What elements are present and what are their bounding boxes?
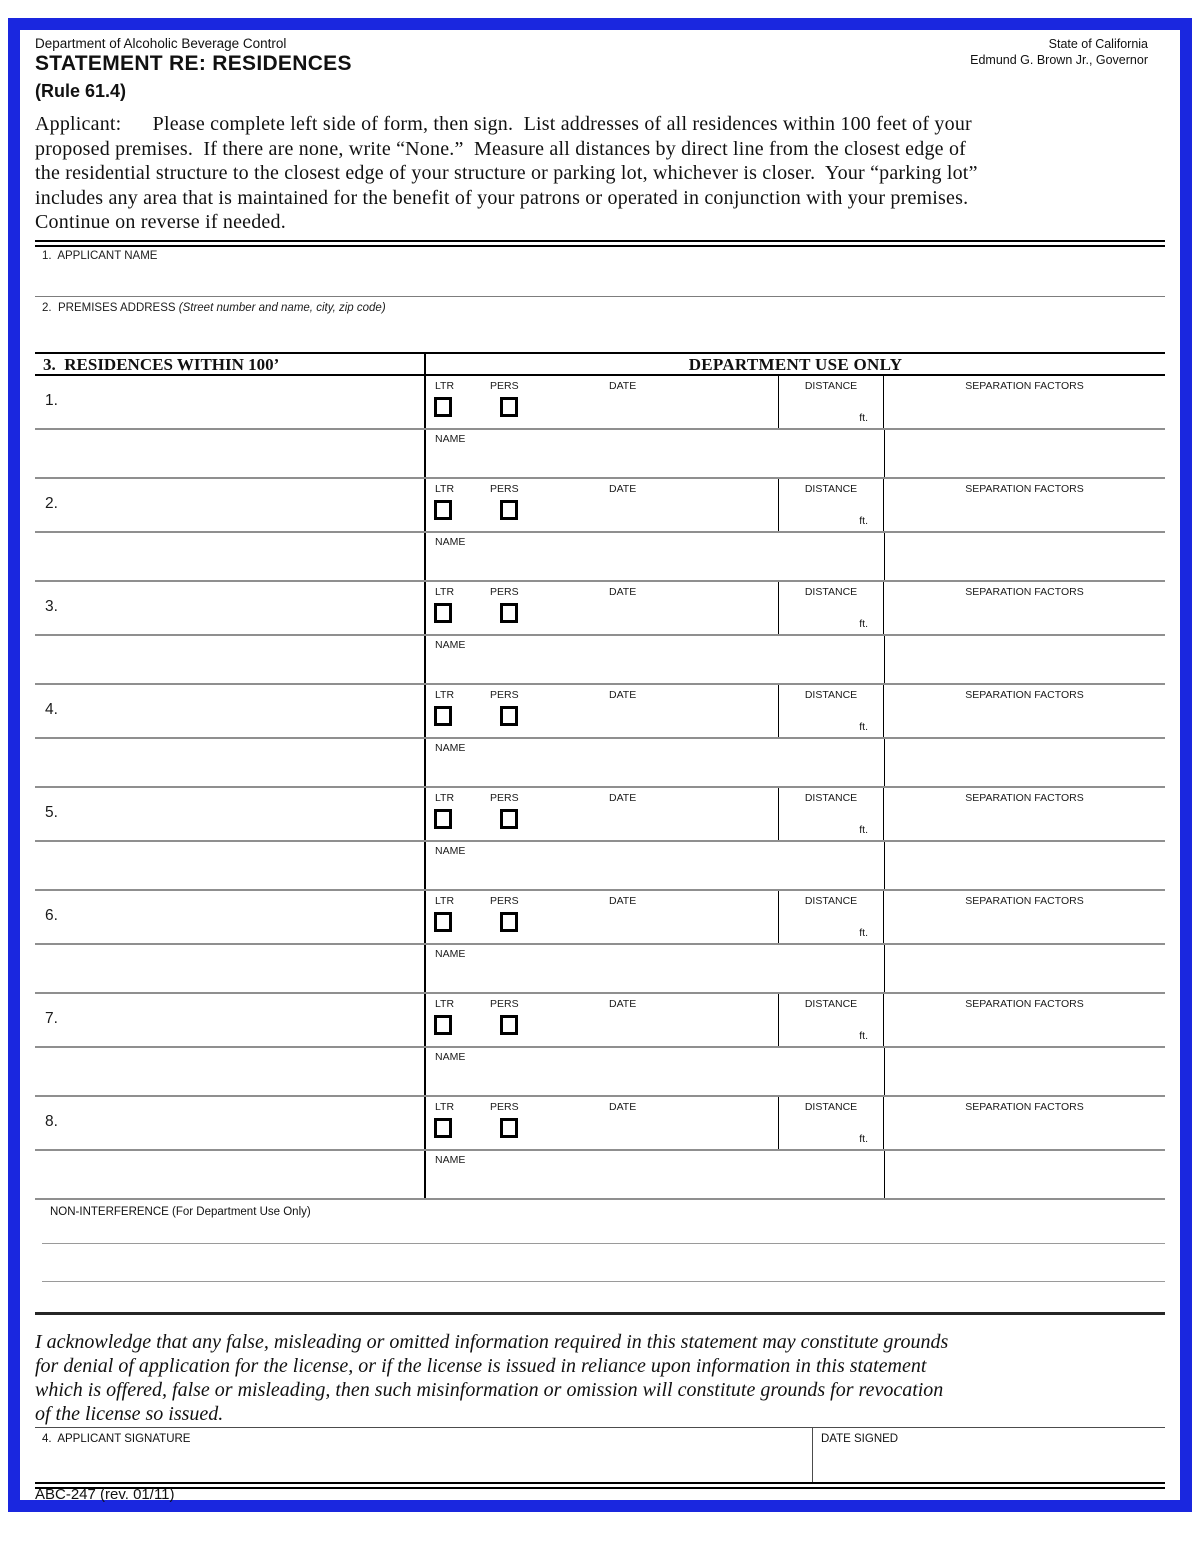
date-field[interactable]: [656, 701, 774, 735]
non-interference-writing-line[interactable]: [42, 1281, 1165, 1282]
distance-field[interactable]: [778, 376, 884, 428]
date-field[interactable]: [656, 1113, 774, 1147]
name-fill-area[interactable]: [430, 1064, 880, 1093]
ltr-column-label: LTR: [435, 483, 455, 495]
residence-address-field[interactable]: [35, 533, 424, 580]
name-field[interactable]: [424, 739, 884, 786]
name-field[interactable]: [424, 1151, 884, 1198]
signature-row: [35, 1427, 1165, 1482]
residence-address-field[interactable]: [35, 994, 424, 1046]
date-column-label: DATE: [609, 483, 637, 495]
residence-row: [35, 788, 1165, 891]
separation-factors-field[interactable]: [884, 842, 1165, 889]
instructions: [35, 112, 1177, 235]
ltr-checkbox[interactable]: [434, 1118, 452, 1138]
distance-field[interactable]: [778, 479, 884, 531]
residence-address-field[interactable]: [35, 739, 424, 786]
row-number: 7.: [45, 1010, 58, 1027]
distance-column-label: DISTANCE: [804, 586, 858, 598]
rule-number: (Rule 61.4): [35, 81, 127, 101]
date-signed-field[interactable]: [812, 1428, 1165, 1482]
separation-factors-field[interactable]: [884, 685, 1165, 737]
separation-factors-field[interactable]: [884, 739, 1165, 786]
ltr-column-label: LTR: [435, 380, 455, 392]
ltr-pers-date-cell: [424, 994, 778, 1046]
residence-address-field[interactable]: [35, 891, 424, 943]
name-fill-area[interactable]: [430, 652, 880, 681]
date-column-label: DATE: [609, 1101, 637, 1113]
name-fill-area[interactable]: [430, 858, 880, 887]
department-use-subrow: [35, 788, 1165, 842]
state-block: [970, 36, 1148, 68]
residences-table: [35, 352, 1165, 1200]
ltr-checkbox[interactable]: [434, 500, 452, 520]
feet-unit-label: ft.: [859, 412, 868, 424]
name-fill-area[interactable]: [430, 1167, 880, 1196]
ltr-checkbox[interactable]: [434, 603, 452, 623]
feet-unit-label: ft.: [859, 927, 868, 939]
pers-column-label: PERS: [490, 380, 519, 392]
name-subrow: [35, 533, 1165, 582]
table-header: [35, 352, 1165, 376]
department-use-only-header: DEPARTMENT USE ONLY: [424, 354, 1165, 374]
separation-factors-field[interactable]: [884, 430, 1165, 477]
state-name: State of California: [1048, 37, 1148, 51]
acknowledgment-text: [35, 1330, 1177, 1426]
name-field[interactable]: [424, 636, 884, 683]
separation-factors-column-label: SEPARATION FACTORS: [965, 792, 1084, 804]
date-signed-label: DATE SIGNED: [821, 1433, 899, 1445]
distance-column-label: DISTANCE: [804, 689, 858, 701]
residence-row: [35, 1097, 1165, 1200]
pers-checkbox[interactable]: [500, 1118, 518, 1138]
instructions-line: proposed premises. If there are none, write “None.” Measure all distances by direct line from the closest edge of: [35, 137, 966, 160]
ltr-pers-date-cell: [424, 582, 778, 634]
distance-field[interactable]: [778, 994, 884, 1046]
row-number: 1.: [45, 392, 58, 409]
separation-factors-field[interactable]: [884, 636, 1165, 683]
pers-checkbox[interactable]: [500, 500, 518, 520]
separation-factors-column-label: SEPARATION FACTORS: [965, 895, 1084, 907]
instructions-line: the residential structure to the closest edge of your structure or parking lot, whichever is closer. Your “parking lot”: [35, 162, 978, 184]
separation-factors-column-label: SEPARATION FACTORS: [965, 380, 1084, 392]
name-subrow: [35, 1048, 1165, 1097]
residence-row: [35, 582, 1165, 685]
name-field[interactable]: [424, 1048, 884, 1095]
department-use-subrow: [35, 994, 1165, 1048]
residence-address-field[interactable]: [35, 582, 424, 634]
name-fill-area[interactable]: [430, 549, 880, 578]
premises-address-label: [42, 302, 386, 314]
department-use-subrow: [35, 582, 1165, 636]
name-subrow: [35, 636, 1165, 685]
residence-row: [35, 891, 1165, 994]
department-use-subrow: [35, 891, 1165, 945]
governor-name: Edmund G. Brown Jr., Governor: [970, 53, 1148, 67]
residence-address-field[interactable]: [35, 788, 424, 840]
department-use-subrow: [35, 376, 1165, 430]
feet-unit-label: ft.: [859, 1030, 868, 1042]
feet-unit-label: ft.: [859, 1133, 868, 1145]
name-column-label: NAME: [435, 433, 466, 445]
ltr-checkbox[interactable]: [434, 397, 452, 417]
pers-checkbox[interactable]: [500, 809, 518, 829]
residence-address-field[interactable]: [35, 945, 424, 992]
date-column-label: DATE: [609, 792, 637, 804]
ltr-checkbox[interactable]: [434, 1015, 452, 1035]
separation-factors-field[interactable]: [884, 1097, 1165, 1149]
distance-column-label: DISTANCE: [804, 1101, 858, 1113]
department-use-subrow: [35, 685, 1165, 739]
pers-column-label: PERS: [490, 998, 519, 1010]
name-field[interactable]: [424, 842, 884, 889]
name-column-label: NAME: [435, 536, 466, 548]
distance-field[interactable]: [778, 582, 884, 634]
distance-column-label: DISTANCE: [804, 483, 858, 495]
name-field[interactable]: [424, 533, 884, 580]
name-column-label: NAME: [435, 845, 466, 857]
residence-row: [35, 685, 1165, 788]
pers-checkbox[interactable]: [500, 912, 518, 932]
divider-double-rule: [35, 1482, 1165, 1489]
name-subrow: [35, 842, 1165, 891]
pers-checkbox[interactable]: [500, 1015, 518, 1035]
pers-checkbox[interactable]: [500, 706, 518, 726]
date-field[interactable]: [656, 907, 774, 941]
pers-column-label: PERS: [490, 1101, 519, 1113]
residence-address-field[interactable]: [35, 842, 424, 889]
feet-unit-label: ft.: [859, 618, 868, 630]
residence-address-field[interactable]: [35, 376, 424, 428]
table-body: [35, 376, 1165, 1200]
pers-column-label: PERS: [490, 689, 519, 701]
ltr-pers-date-cell: [424, 685, 778, 737]
name-column-label: NAME: [435, 639, 466, 651]
separation-factors-field[interactable]: [884, 582, 1165, 634]
pers-column-label: PERS: [490, 586, 519, 598]
premises-address-label-text: 2. PREMISES ADDRESS: [42, 302, 179, 314]
ltr-checkbox[interactable]: [434, 706, 452, 726]
page-title: STATEMENT RE: RESIDENCES: [35, 52, 352, 75]
row-number: 2.: [45, 495, 58, 512]
name-fill-area[interactable]: [430, 961, 880, 990]
name-field[interactable]: [424, 430, 884, 477]
residence-address-field[interactable]: [35, 1097, 424, 1149]
separation-factors-field[interactable]: [884, 994, 1165, 1046]
distance-column-label: DISTANCE: [804, 998, 858, 1010]
ltr-checkbox[interactable]: [434, 809, 452, 829]
distance-column-label: DISTANCE: [804, 380, 858, 392]
distance-field[interactable]: [778, 788, 884, 840]
residence-address-field[interactable]: [35, 430, 424, 477]
ltr-pers-date-cell: [424, 1097, 778, 1149]
pers-column-label: PERS: [490, 792, 519, 804]
premises-address-field[interactable]: [35, 316, 1165, 350]
row-number: 5.: [45, 804, 58, 821]
date-column-label: DATE: [609, 895, 637, 907]
separation-factors-field[interactable]: [884, 1151, 1165, 1198]
date-field[interactable]: [656, 598, 774, 632]
name-subrow: [35, 430, 1165, 479]
name-subrow: [35, 739, 1165, 788]
residence-row: [35, 376, 1165, 479]
ltr-checkbox[interactable]: [434, 912, 452, 932]
non-interference-writing-line[interactable]: [42, 1243, 1165, 1244]
name-fill-area[interactable]: [430, 755, 880, 784]
residence-address-field[interactable]: [35, 1151, 424, 1198]
separation-factors-column-label: SEPARATION FACTORS: [965, 586, 1084, 598]
instructions-line: Applicant: Please complete left side of form, then sign. List addresses of all residences within 100 feet of your: [35, 113, 972, 135]
residences-header: 3. RESIDENCES WITHIN 100’: [43, 355, 280, 374]
ltr-column-label: LTR: [435, 1101, 455, 1113]
ltr-column-label: LTR: [435, 586, 455, 598]
applicant-signature-label: 4. APPLICANT SIGNATURE: [42, 1433, 191, 1445]
name-fill-area[interactable]: [430, 446, 880, 475]
residence-row: [35, 994, 1165, 1097]
separation-factors-column-label: SEPARATION FACTORS: [965, 483, 1084, 495]
date-column-label: DATE: [609, 998, 637, 1010]
distance-column-label: DISTANCE: [804, 895, 858, 907]
agency-name: Department of Alcoholic Beverage Control: [35, 36, 287, 51]
non-interference-label: NON-INTERFERENCE (For Department Use Only): [50, 1206, 311, 1218]
pers-checkbox[interactable]: [500, 603, 518, 623]
separation-factors-field[interactable]: [884, 479, 1165, 531]
separation-factors-column-label: SEPARATION FACTORS: [965, 998, 1084, 1010]
feet-unit-label: ft.: [859, 721, 868, 733]
acknowledgment-line: of the license so issued.: [35, 1403, 224, 1425]
row-number: 6.: [45, 907, 58, 924]
date-column-label: DATE: [609, 689, 637, 701]
ltr-column-label: LTR: [435, 689, 455, 701]
department-use-subrow: [35, 1097, 1165, 1151]
feet-unit-label: ft.: [859, 515, 868, 527]
applicant-name-field[interactable]: [35, 263, 1165, 295]
separation-factors-field[interactable]: [884, 1048, 1165, 1095]
distance-field[interactable]: [778, 891, 884, 943]
acknowledgment-line: I acknowledge that any false, misleading or omitted information required in this statement may constitute grounds: [35, 1331, 949, 1353]
acknowledgment-line: which is offered, false or misleading, then such misinformation or omission will constitute grounds for revocation: [35, 1379, 944, 1401]
date-field[interactable]: [656, 392, 774, 426]
instructions-line: includes any area that is maintained for the benefit of your patrons or operated in conjunction with your premises.: [35, 186, 969, 209]
pers-column-label: PERS: [490, 483, 519, 495]
applicant-signature-field[interactable]: [35, 1428, 812, 1482]
separation-factors-column-label: SEPARATION FACTORS: [965, 689, 1084, 701]
row-number: 4.: [45, 701, 58, 718]
ltr-pers-date-cell: [424, 891, 778, 943]
residence-address-field[interactable]: [35, 479, 424, 531]
residence-address-field[interactable]: [35, 685, 424, 737]
distance-column-label: DISTANCE: [804, 792, 858, 804]
separation-factors-field[interactable]: [884, 533, 1165, 580]
name-subrow: [35, 1151, 1165, 1200]
form-number: ABC-247 (rev. 01/11): [35, 1486, 175, 1503]
distance-field[interactable]: [778, 1097, 884, 1149]
distance-field[interactable]: [778, 685, 884, 737]
row-number: 8.: [45, 1113, 58, 1130]
ltr-pers-date-cell: [424, 479, 778, 531]
residence-address-field[interactable]: [35, 1048, 424, 1095]
divider-double-rule: [35, 240, 1165, 247]
residence-address-field[interactable]: [35, 636, 424, 683]
date-field[interactable]: [656, 495, 774, 529]
date-column-label: DATE: [609, 586, 637, 598]
date-field[interactable]: [656, 804, 774, 838]
name-column-label: NAME: [435, 1051, 466, 1063]
date-column-label: DATE: [609, 380, 637, 392]
ltr-pers-date-cell: [424, 376, 778, 428]
ltr-column-label: LTR: [435, 792, 455, 804]
instructions-line: Continue on reverse if needed.: [35, 211, 286, 233]
residence-row: [35, 479, 1165, 582]
divider: [35, 296, 1165, 297]
feet-unit-label: ft.: [859, 824, 868, 836]
ltr-column-label: LTR: [435, 895, 455, 907]
name-column-label: NAME: [435, 948, 466, 960]
name-field[interactable]: [424, 945, 884, 992]
separation-factors-field[interactable]: [884, 376, 1165, 428]
department-use-subrow: [35, 479, 1165, 533]
row-number: 3.: [45, 598, 58, 615]
date-field[interactable]: [656, 1010, 774, 1044]
separation-factors-field[interactable]: [884, 945, 1165, 992]
ltr-column-label: LTR: [435, 998, 455, 1010]
separation-factors-column-label: SEPARATION FACTORS: [965, 1101, 1084, 1113]
separation-factors-field[interactable]: [884, 788, 1165, 840]
name-column-label: NAME: [435, 1154, 466, 1166]
applicant-name-label: 1. APPLICANT NAME: [42, 250, 158, 262]
acknowledgment-line: for denial of application for the license, or if the license is issued in reliance upon information in this statement: [35, 1355, 927, 1377]
ltr-pers-date-cell: [424, 788, 778, 840]
name-column-label: NAME: [435, 742, 466, 754]
separation-factors-field[interactable]: [884, 891, 1165, 943]
premises-address-hint: (Street number and name, city, zip code): [178, 302, 386, 314]
pers-column-label: PERS: [490, 895, 519, 907]
pers-checkbox[interactable]: [500, 397, 518, 417]
name-subrow: [35, 945, 1165, 994]
divider-heavy: [35, 1312, 1165, 1315]
